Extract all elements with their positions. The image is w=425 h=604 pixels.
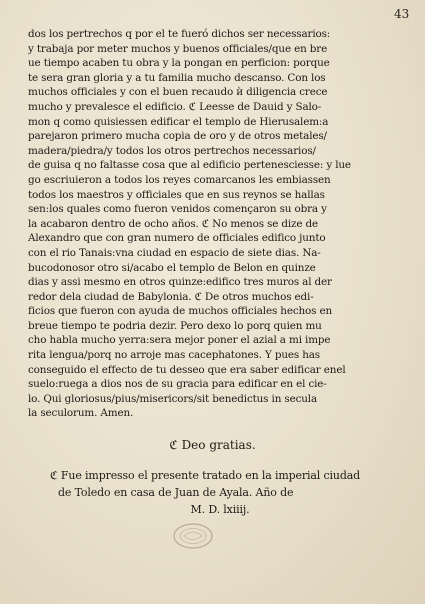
text-line: sen:los quales como fueron venidos començaron su obra y xyxy=(28,203,327,216)
colophon xyxy=(50,467,390,518)
text-line: parejaron primero mucha copia de oro y de otros metales/ xyxy=(28,130,327,143)
text-line: cho habla mucho yerra:sera mejor poner el azial a mi impe xyxy=(28,334,331,347)
library-stamp-icon xyxy=(172,522,214,550)
text-line: breue tiempo te podria dezir. Pero dexo lo porq quien mu xyxy=(28,319,322,332)
text-line: suelo:ruega a dios nos de su gracia para edificar en el cie- xyxy=(28,378,327,391)
colophon-date: M. D. lxiiij. xyxy=(190,503,250,516)
text-line: conseguido el effecto de tu desseo que era saber edificar enel xyxy=(28,363,346,376)
colophon-line: ℭ Fue impresso el presente tratado en la imperial ciudad xyxy=(50,469,361,482)
text-line: lo. Qui gloriosus/pius/misericors/sit benedictus in secula xyxy=(28,392,317,405)
text-line: ficios que fueron con ayuda de muchos officiales hechos en xyxy=(28,305,333,318)
deo-gratias: ℭ Deo gratias. xyxy=(169,438,256,452)
text-line: y trabaja por meter muchos y buenos officiales/que en bre xyxy=(28,42,328,55)
text-line: dias y assi mesmo en otros quinze:edifico tres muros al der xyxy=(28,276,332,289)
colophon-line: de Toledo en casa de Juan de Ayala. Año de xyxy=(58,486,294,499)
text-line: mucho y prevalesce el edificio. ℭ Leesse de Dauid y Salo- xyxy=(28,100,322,113)
text-line: Alexandro que con gran numero de officiales edifico junto xyxy=(28,232,326,245)
text-line: la acabaron dentro de ocho años. ℭ No menos se dize de xyxy=(28,217,319,230)
text-line: dos los pertrechos q por el te fueró dichos ser necessarios: xyxy=(28,28,331,40)
text-line: con el rio Tanais:vna ciudad en espacio de siete dias. Na- xyxy=(28,246,321,259)
text-line: muchos officiales y con el buen recaudo ѝ diligencia crece xyxy=(28,86,328,99)
text-line: de guisa q no faltasse cosa que al edificio pertenesciesse: y lue xyxy=(28,159,351,172)
text-line: la seculorum. Amen. xyxy=(28,407,134,420)
text-line: rita lengua/porq no arroje mas cacephatones. Y pues has xyxy=(28,349,320,362)
text-line: te sera gran gloria y a tu familia mucho descanso. Con los xyxy=(28,71,326,84)
text-line: bucodonosor otro si/acabo el templo de Belon en quinze xyxy=(28,261,316,274)
text-line: todos los maestros y officiales que en sus reynos se hallas xyxy=(28,188,325,201)
main-text xyxy=(28,27,388,421)
folio-number: 43 xyxy=(394,7,410,21)
text-line: redor dela ciudad de Babylonia. ℭ De otros muchos edi- xyxy=(28,290,314,303)
text-line: mon q como quisiessen edificar el templo de Hierusalem:a xyxy=(28,115,329,128)
text-line: madera/piedra/y todos los otros pertrechos necessarios/ xyxy=(28,144,316,157)
text-line: go escriuieron a todos los reyes comarcanos les embiassen xyxy=(28,173,331,186)
text-line: ue tiempo acaben tu obra y la pongan en perficion: porque xyxy=(28,57,330,70)
